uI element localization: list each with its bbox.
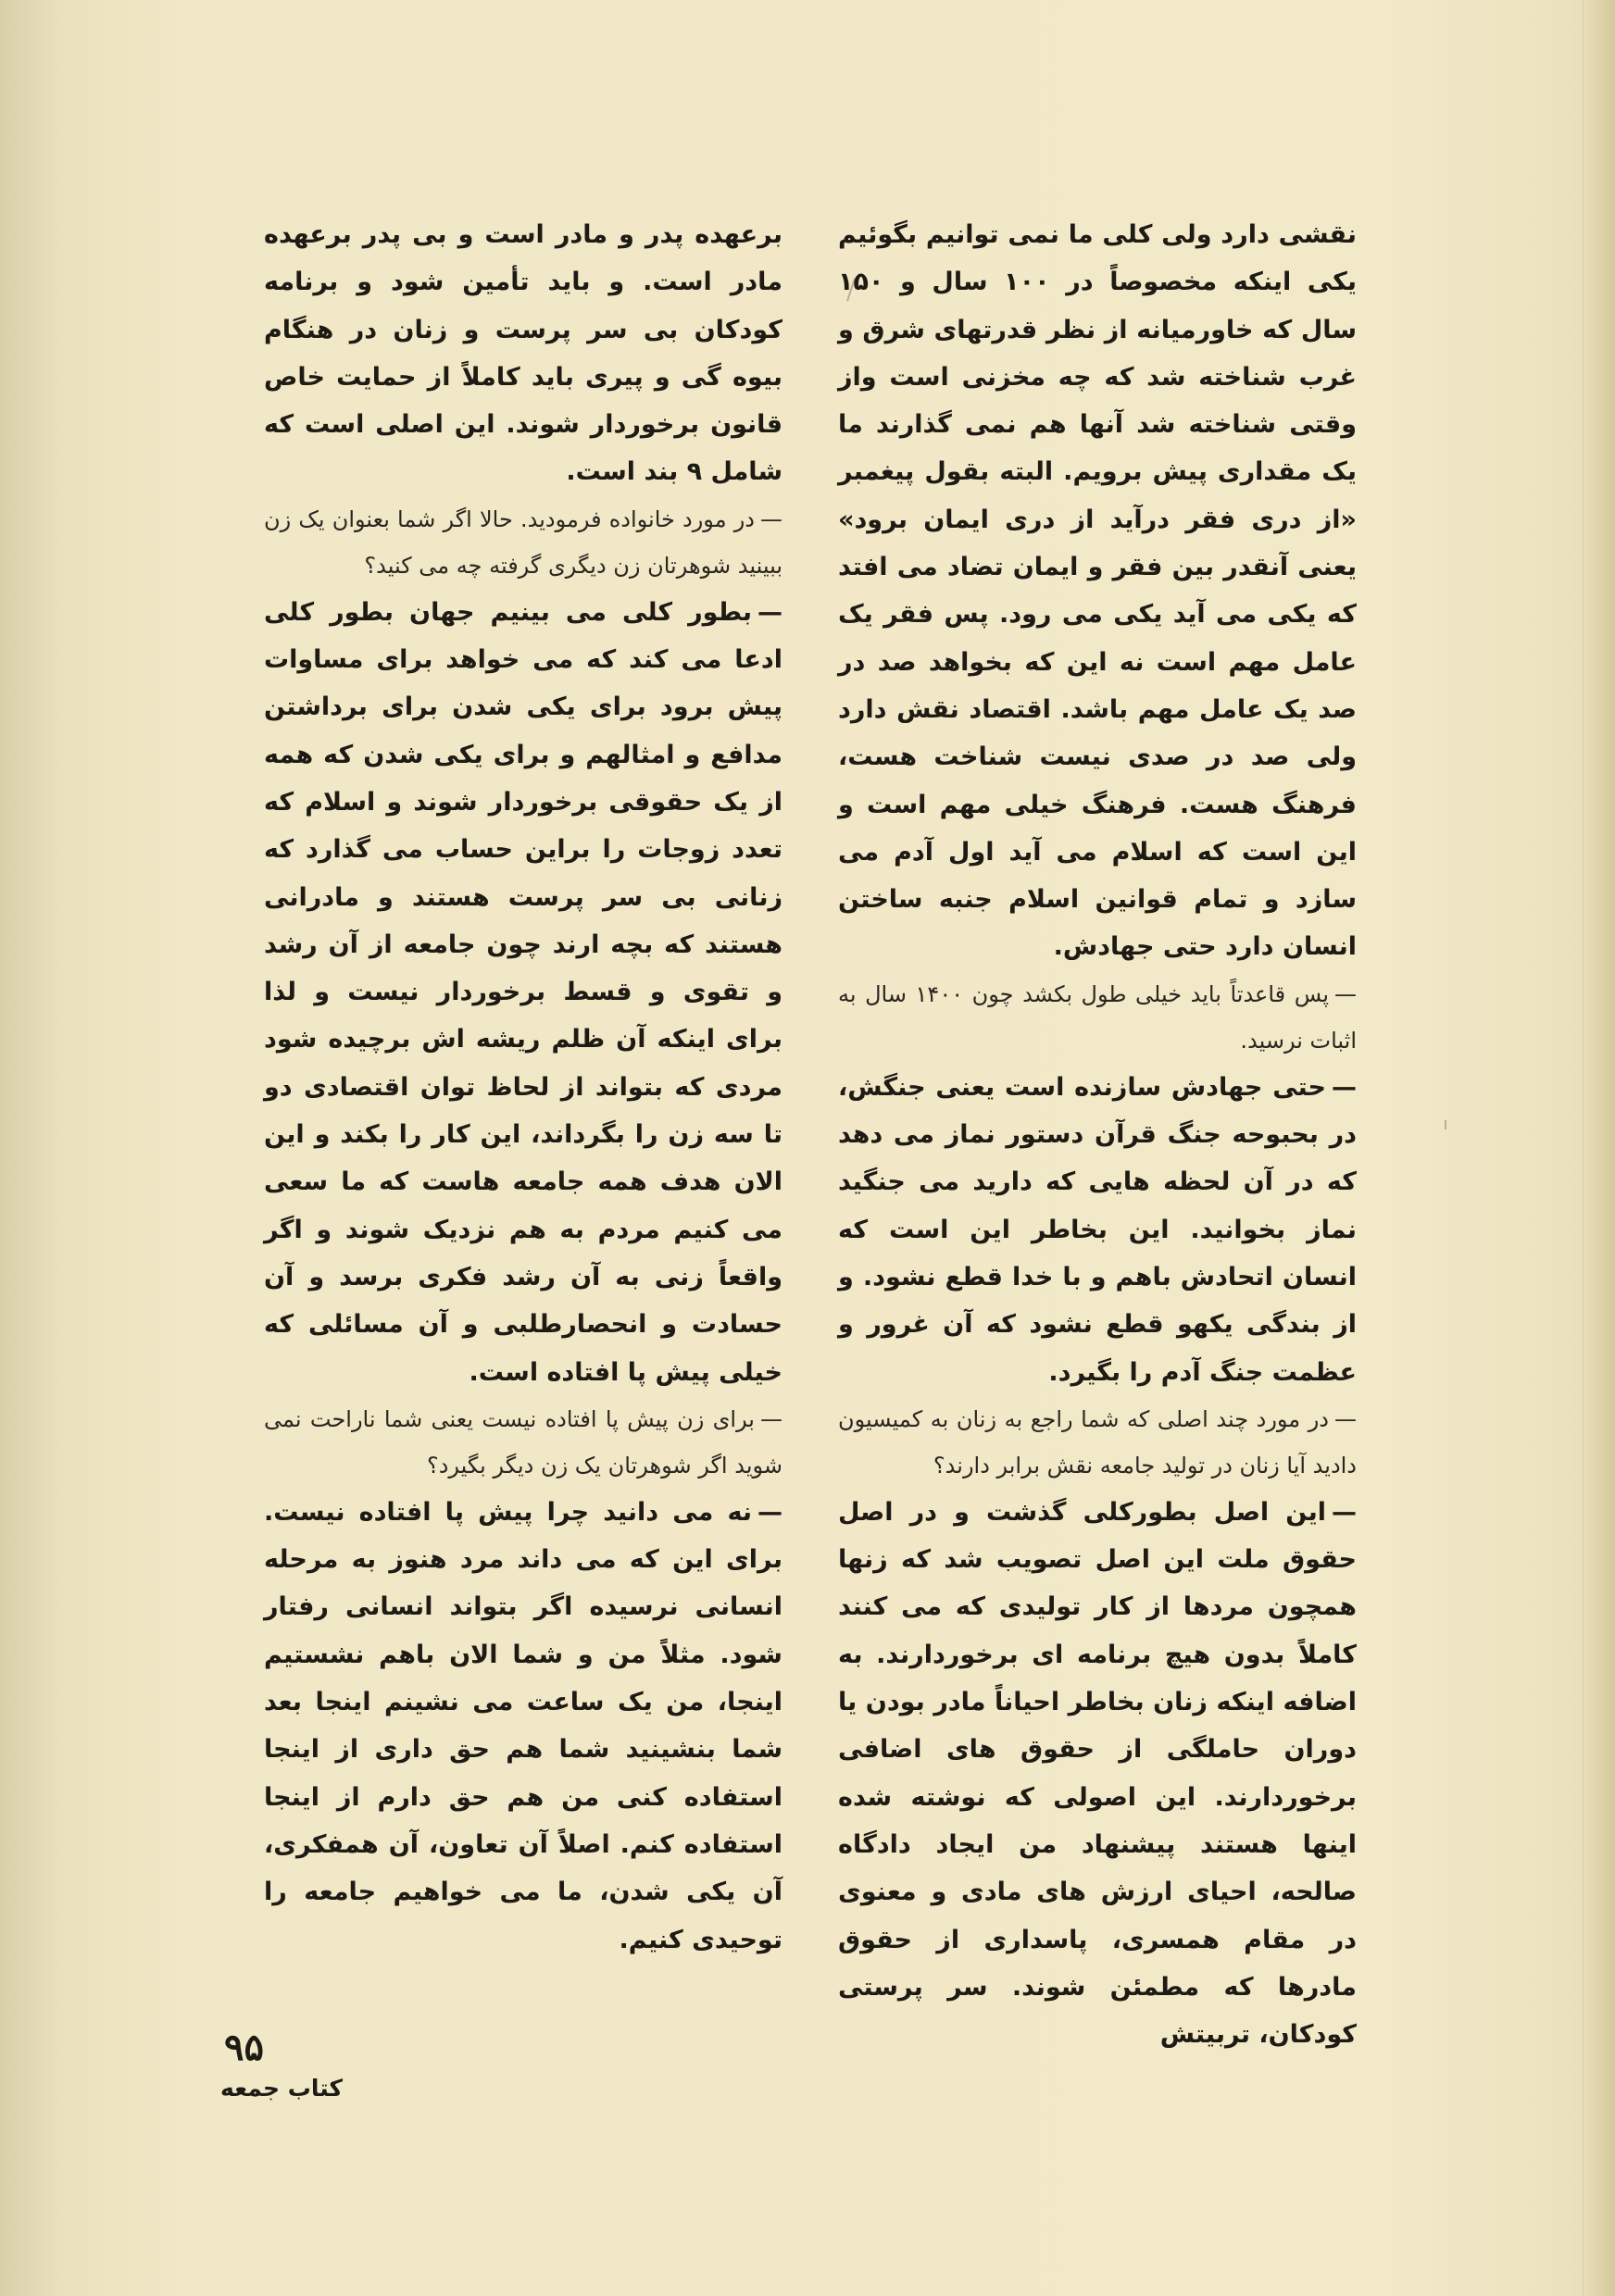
dialogue-dash: —: [1332, 1497, 1357, 1527]
paragraph-question: [264, 496, 782, 589]
dialogue-dash: —: [757, 1497, 782, 1527]
page-footer: [220, 2026, 350, 2107]
dialogue-dash: —: [757, 597, 782, 627]
page-number: ۹۵: [224, 2026, 264, 2069]
question-text: در مورد چند اصلی که شما راجع به زنان به کمیسیون دادید آیا زنان در تولید جامعه نقش برابر دارند؟: [838, 1405, 1357, 1479]
answer-text: حتی جهادش سازنده است یعنی جنگش، در بحبوحه جنگ قرآن دستور نماز می دهد که در آن لحظه هایی که دارید می جنگید نماز بخوانید. این بخاطر این است که انسان اتحادش باهم و با خدا قطع نشود. و از بندگی یکهو قطع نشود که آن غرور و عظمت جنگ آدم را بگیرد.: [838, 1072, 1357, 1387]
answer-text: بطور کلی می بینیم جهان بطور کلی ادعا می کند که می خواهد برای مساوات پیش برود برای یکی شدن برای برداشتن مدافع و امثالهم و برای یکی شدن که همه از یک حقوقی برخوردار شوند و اسلام که تعدد زوجات را براین حساب می گذارد که زنانی بی سر پرست هستند و مادرانی هستند که بچه ارند چون جامعه از آن رشد و تقوی و قسط برخوردار نیست و لذا برای اینکه آن ظلم ریشه اش برچیده شود مردی که بتواند از لحاظ توان اقتصادی دو تا سه زن را بگرداند، این کار را بکند و این الان هدف همه جامعه هاست که ما سعی می کنیم مردم به هم نزدیک شوند و اگر واقعاً زنی به آن رشد فکری برسد و آن حسادت و انحصارطلبی و آن مسائلی که خیلی پیش پا افتاده است.: [264, 597, 782, 1387]
dialogue-dash: —: [1334, 1405, 1357, 1432]
dialogue-dash: —: [760, 1405, 782, 1432]
dialogue-dash: —: [760, 505, 782, 532]
dialogue-dash: —: [1334, 980, 1357, 1007]
margin-speck: [1445, 1120, 1446, 1129]
answer-text: نه می دانید چرا پیش پا افتاده نیست. برای این که می داند مرد هنوز به مرحله انسانی نرسیده اگر بتواند انسانی رفتار شود. مثلاً من و شما الان باهم نشستیم اینجا، من یک ساعت می نشینم اینجا بعد شما بنشینید شما هم حق داری از اینجا استفاده کنی من هم حق دارم از اینجا استفاده کنم. اصلاً آن تعاون، آن همفکری، آن یکی شدن، ما می خواهیم جامعه را توحیدی کنیم.: [264, 1497, 782, 1954]
paragraph-question: [264, 1396, 782, 1489]
paragraph-question: [838, 971, 1357, 1064]
answer-text: این اصل بطورکلی گذشت و در اصل حقوق ملت این اصل تصویب شد که زنها همچون مردها از کار تولیدی که می کنند کاملاً بدون هیچ برنامه ای برخوردارند. به اضافه اینکه زنان بخاطر احیاناً مادر بودن یا دوران حاملگی از حقوق های اضافی برخوردارند. این اصولی که نوشته شده اینها هستند پیشنهاد من ایجاد دادگاه صالحه، احیای ارزش های مادی و معنوی در مقام همسری، پاسداری از حقوق مادرها که مطمئن شوند. سر پرستی کودکان، تربیتش: [838, 1497, 1357, 2050]
paragraph-question: [838, 1396, 1357, 1489]
paragraph-answer: [838, 1489, 1357, 2059]
question-text: پس قاعدتاً باید خیلی طول بکشد چون ۱۴۰۰ سال به اثبات نرسید.: [838, 980, 1357, 1054]
question-text: برای زن پیش پا افتاده نیست یعنی شما ناراحت نمی شوید اگر شوهرتان یک زن دیگر بگیرد؟: [264, 1405, 782, 1479]
paragraph-answer: [264, 589, 782, 1396]
left-column: [264, 211, 782, 1964]
page-edge-shadow: [1583, 0, 1615, 2296]
dialogue-dash: —: [1332, 1072, 1357, 1102]
paragraph-answer: [264, 1489, 782, 1964]
right-column: [838, 211, 1357, 2058]
journal-name: کتاب جمعه: [220, 2075, 344, 2102]
paragraph-answer: [838, 1064, 1357, 1396]
paragraph-answer: نقشی دارد ولی کلی ما نمی توانیم بگوئیم یکی اینکه مخصوصاً در ۱۰۰ سال و ۱۵۰ سال که خاورمیانه از نظر قدرتهای شرق و غرب شناخته شد که چه مخزنی است واز وقتی شناخته شد آنها هم نمی گذارند ما یک مقداری پیش برویم. البته بقول پیغمبر «از دری فقر درآید از دری ایمان برود» یعنی آنقدر بین فقر و ایمان تضاد می افتد که یکی می آید یکی می رود. پس فقر یک عامل مهم است نه این که بخواهد صد در صد یک عامل مهم باشد. اقتصاد نقش دارد ولی صد در صدی نیست شناخت هست، فرهنگ هست. فرهنگ خیلی مهم است و این است که اسلام می آید اول آدم می سازد و تمام قوانین اسلام جنبه ساختن انسان دارد حتی جهادش.: [838, 220, 1357, 962]
question-text: در مورد خانواده فرمودید. حالا اگر شما بعنوان یک زن ببینید شوهرتان زن دیگری گرفته چه می کنید؟: [264, 505, 782, 579]
paragraph-answer: برعهده پدر و مادر است و بی پدر برعهده مادر است. و باید تأمین شود و برنامه کودکان بی سر پرست و زنان در هنگام بیوه گی و پیری باید کاملاً از حمایت خاص قانون برخوردار شوند. این اصلی است که شامل ۹ بند است.: [264, 220, 782, 487]
